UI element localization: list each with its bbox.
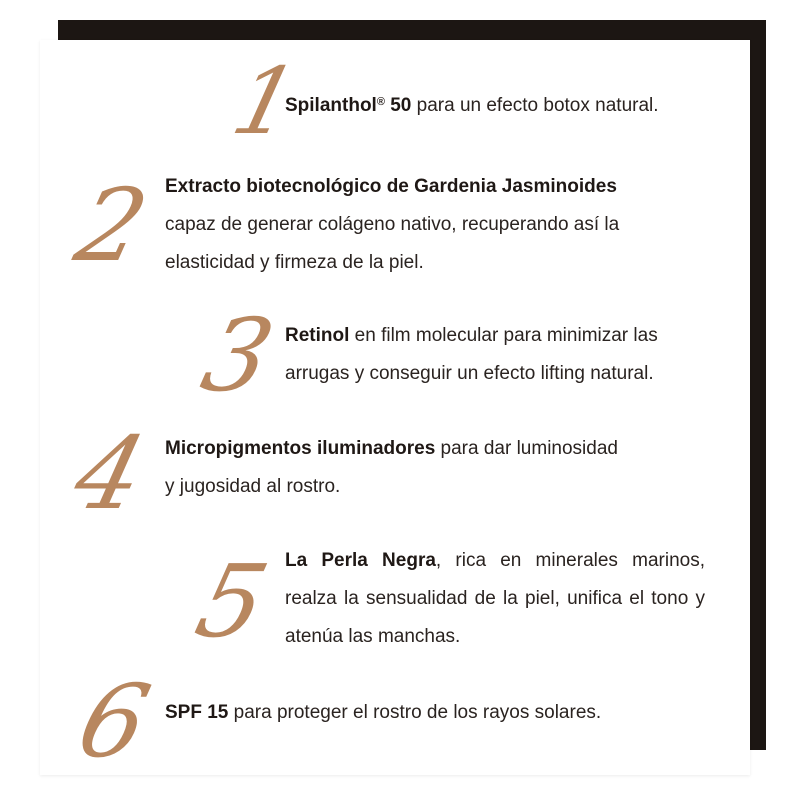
rest-5: , rica en minerales marinos, realza la sensualidad de la piel, unifica el tono y atenúa las manchas.: [285, 550, 705, 647]
rest-4-b: y jugosidad al rostro.: [165, 476, 341, 497]
highlight-6: SPF 15: [165, 702, 229, 723]
benefit-text-5: [285, 542, 705, 656]
highlight-3: Retinol: [285, 325, 350, 346]
numeral-5: 5: [185, 543, 277, 660]
benefit-text-1: [285, 83, 725, 125]
numeral-6: 6: [67, 663, 159, 780]
benefit-text-6: [165, 694, 725, 732]
numeral-4: 4: [63, 415, 155, 532]
benefit-text-2: [165, 168, 725, 282]
rest-1: para un efecto botox natural.: [411, 95, 659, 116]
benefit-text-3: [285, 317, 705, 393]
rest-2-line-1: capaz de generar colágeno nativo, recuperando así la: [165, 214, 620, 235]
rest-6: para proteger el rostro de los rayos solares.: [228, 702, 602, 723]
rest-4-a: para dar luminosidad: [435, 438, 618, 459]
highlight-4: Micropigmentos iluminadores: [165, 438, 436, 459]
numeral-2: 2: [65, 167, 157, 284]
numeral-3: 3: [191, 297, 283, 414]
rest-3: en film molecular para minimizar las arrugas y conseguir un efecto lifting natural.: [285, 325, 658, 384]
benefit-text-4: [165, 430, 725, 506]
rest-2-line-2: elasticidad y firmeza de la piel.: [165, 252, 424, 273]
numeral-1: 1: [222, 48, 307, 155]
highlight-5: La Perla Negra: [285, 550, 436, 571]
registered-mark: ®: [376, 96, 385, 108]
highlight-1-tail: 50: [384, 95, 412, 116]
highlight-2: Extracto biotecnológico de Gardenia Jasminoides: [165, 176, 617, 197]
benefits-card: [40, 40, 750, 780]
highlight-1: Spilanthol: [285, 95, 377, 116]
